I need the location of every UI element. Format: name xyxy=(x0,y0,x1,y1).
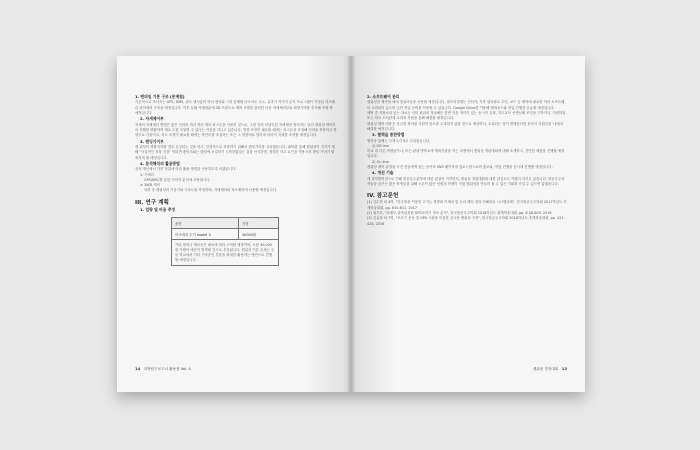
cost-table-note-row xyxy=(172,240,279,266)
open-book-spread xyxy=(117,56,585,392)
body-paragraph: GPS/IMC/를 통한 이미지 분석에 사용합니다. xyxy=(144,177,211,182)
right-page xyxy=(351,56,585,392)
left-page-footer xyxy=(135,366,191,372)
cost-table-header xyxy=(172,218,279,229)
body-paragraph: 2) On-line xyxy=(372,159,389,164)
section-heading: 2. 소프트웨어 관리 xyxy=(367,94,400,99)
right-page-footer xyxy=(533,366,567,372)
body-paragraph: 협력을 통해는 크게 2가지로 나뉘었습니다. xyxy=(367,138,431,143)
body-paragraph: 전처 재난에서 각종 정위에 따라 활용 방법을 사용하도록 마겠습니다. xyxy=(135,167,237,172)
cost-table xyxy=(171,217,279,266)
body-paragraph: 학교 내 다른 학생들이나, 또는 관내 명학교에 재외기관을 하는 과정에서 캔위성 경판대회에 대해 소개하고, 간단한 체험을 진행할 예정입니다. xyxy=(367,149,565,159)
section-heading: IV. 참고문헌 xyxy=(367,193,399,200)
left-page xyxy=(117,56,351,392)
book-gutter xyxy=(347,56,355,392)
body-paragraph: 1) Off-line xyxy=(372,143,389,148)
right-page-body xyxy=(367,94,567,227)
section-heading: 1. 캔의임 기본 구조 [문제점] xyxy=(135,94,185,99)
cost-table-header-price: 가격 xyxy=(239,218,279,229)
body-paragraph: 에 과학발명점으로 인해 항공우주분야에 대한 관심이 커지면서, 캔위성 경판대회에 대한 관심도도 커졌어 지기고 있습니다. 항공우주학자들을 꿈꾸는 많은 학생들을 위해 오픈이 많은 인원의 학생이 직접 캔위성을 만들어 볼 수 있는 기회를 가질 수 있으면 좋겠습니다. xyxy=(367,176,565,187)
body-paragraph: 캔위성을 제작할 때에 컴퓨터들을 사용할 예정입니다. 첨프의설계는 인터가, 각종 편의화로 무엇, 코드 등 제작에 필요한 여러 소프트웨어 고려되어 있으며 일단 작업 준비를 이용할 수 있습니다. Google Drive를 이용해 제작코드와 작업 진행을 공유할 예정입니다. xyxy=(367,100,565,110)
body-paragraph: 체팅 중 저장소의 있는 자료는 이미 판위성 정상해둔 한번 지을 정리이 있는 동시이 유형, 지도교사 선생님께 조언을 구하거나, 인원하일 또는 학교 도서관에 교과서 자원을 통해 해결할 예정입니다. xyxy=(367,111,566,121)
left-page-number: 14 xyxy=(135,366,141,371)
section-heading: 2. 자세제어부 xyxy=(140,116,164,122)
body-paragraph: 캔위성 제작 비용은 상금한 장처럼 지원이 한도를 초과하지 않을 것으로 예상하나, 초과되는 일이 발생한다면 동아리 지원금을 '내에서 해결할 예정입니다. xyxy=(367,121,564,131)
body-paragraph: 자세의 자세제어 방법은 많은 인력의 면과 여러 개의 파스튼을 사용한 것으로, 그런 인력 터널인된 자세제어 방식과는 달리 캔위성 바닥부의 컨테를 변환하여 새로 도한 모듈별 수 있다는 이점을 지니고 있습니다. 방향 조정이 필요할 때에는 파스튼을 조절해 인력을 작용하고 방향으로 기울이고, 육도 조정이 필요할 때에는 하단부를 조절하는 또는 그 방향대로 밀어내 어마이 자세를 조정할 예정입니다. xyxy=(135,122,337,138)
cost-table-item: 아크에서 무이 model 3 xyxy=(172,229,239,240)
section-heading: 4. 개선 기술 xyxy=(372,170,394,176)
body-paragraph: 캔위성 제작 과정을 사진 칸들에게 있는 동아리 SNS 페이지에 업로드함으로써 홍보와, 작업 진행을 동시에 진행할 예정입니다. xyxy=(367,165,553,170)
right-page-number: 15 xyxy=(561,366,567,371)
cost-table-row xyxy=(172,229,279,240)
body-paragraph: ② 3WD 캐처 xyxy=(140,183,160,188)
body-paragraph: 낙하 중 캔위성의 기울기와 기조도를 측정하며, 자세제어와 착도제어에 사용할 예정입니다. xyxy=(144,188,278,193)
section-heading: 3. 협력을 통한방법 xyxy=(372,132,405,138)
section-heading: 4. 분석해석의 활용방법 xyxy=(140,160,180,166)
body-paragraph: 기존적으로 조사지는 GPS, DMS, 관도 센서값의 여러 센서와 그를 통제할 마오서도 우노, 유추가 이미지 분석 프로그램이 직정된 라즈베리 파이에서 구성을 예정입니다. 이후 분배 이멤버분에 3D 프린트로 제작 모델을 출력한 다음 자세제어부와 팬장가비를 추가해 조립 할 예정입니다. xyxy=(135,100,335,115)
cost-table-header-item: 품종 xyxy=(172,218,239,229)
section-heading: 3. 랜딩기어부 xyxy=(140,138,164,144)
body-paragraph: (3) 김유희 외 7명, "조사기 운동 및 GPS 시판을 이용한 공나용 캔위성 구현", 한국항공우주학회 2016학년도 추계학술대회, pp. 427-428, 2016 xyxy=(367,216,565,226)
body-paragraph: (2) 권기호, "피제모 관측위성용 GPS모리기 정보 분석", 한국항공우주학회 2016학년도 춘계학술대회, pp. 6 08-609, 2016 xyxy=(367,210,552,215)
cost-table-price: 30000원 xyxy=(239,229,279,240)
section-heading: III. 연구 계획 xyxy=(135,199,169,206)
right-running-title: 캔위성 경진대회 xyxy=(532,367,559,371)
body-paragraph: 캔 위성이 명확지하할 경우 손상되는 것을 막고, 안정적으로 착륙하기 위해서 랜딩기어를 설치했습니다. GPS를 통해 캔위성이 지지가 행해 "사실적인 착륙 지점" 이되면 랜딩의와는 랜딩에 보일러기 시작하였다는 것을 인식하면, 정착한 사고 요인을 적용시켜 랜딩 기어가 펼쳐지게 될 예정입니다. xyxy=(135,145,335,160)
body-paragraph: (1) 김수현 외 4명, "한국형을 이용한 고기능 경향화 기체의 및 우리 제어 결과 이해의의 시시행실제", 한국항공우주학회 2017학년도 추계학술대회, pp. 610-611, 2017 xyxy=(367,200,567,210)
left-page-body xyxy=(135,94,337,213)
section-heading: 1. 업량 및 비용 추정 xyxy=(140,206,176,212)
left-running-title: 과학탐구보고서 활용집 Vol. 4 xyxy=(143,367,191,371)
cost-table-note: 기타 장비나 재료들은 필요에 따라 구비할 예정이며, 오합 30,000원 가량의 예산이 발생될 것으로 추산됩니다. 캔위성 기본 본체는 주문 학교에서 이미 구비중인 부품을 최대한 활용하는 방안으로 진행할 예정입니다. xyxy=(172,240,279,266)
body-paragraph: ① 가계의 xyxy=(140,172,154,177)
